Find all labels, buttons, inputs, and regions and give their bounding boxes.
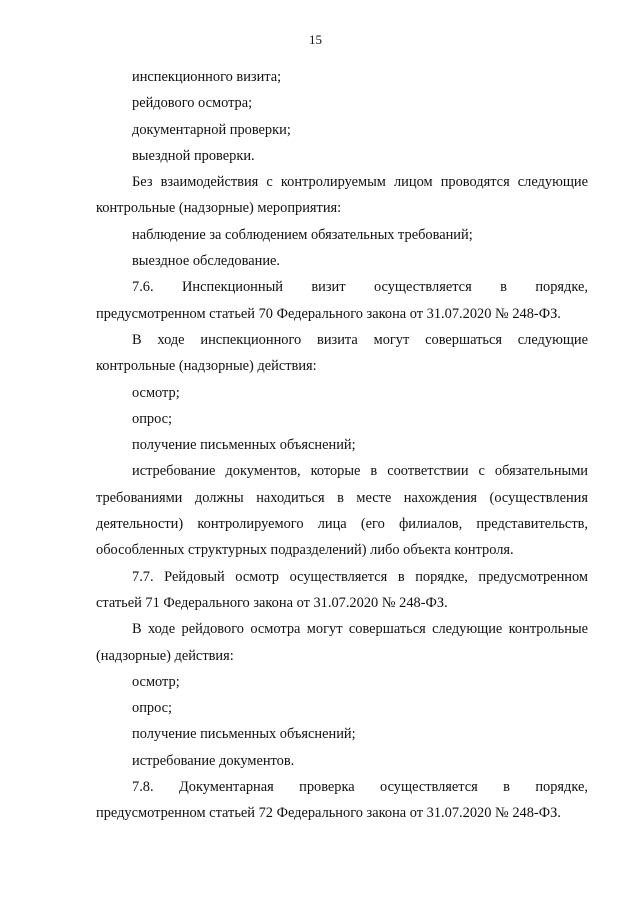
paragraph: осмотр; (132, 384, 180, 401)
paragraph: рейдового осмотра; (132, 95, 253, 112)
paragraph: выездной проверки. (132, 147, 255, 164)
paragraph: 7.8. Документарная проверка осуществляется в порядке, (132, 779, 588, 796)
page-number: 15 (309, 32, 322, 47)
paragraph: наблюдение за соблюдением обязательных требований; (132, 226, 473, 243)
paragraph: истребование документов. (132, 752, 295, 769)
paragraph: получение письменных объяснений; (132, 726, 356, 743)
paragraph: 7.7. Рейдовый осмотр осуществляется в порядке, предусмотренном статьей 71 Федерального закона от 31.07.2020 № 248-ФЗ. (96, 568, 588, 611)
paragraph: опрос; (132, 700, 173, 717)
paragraph: В ходе инспекционного визита могут совершаться следующие контрольные (надзорные) действия: (96, 331, 588, 375)
paragraph: выездное обследование. (132, 253, 281, 270)
paragraph: опрос; (132, 410, 173, 427)
paragraph: истребование документов, которые в соответствии с обязательными требованиями должны находиться в месте нахождения (осуществления деятельности) контролируемого лица (его филиалов, представительств, обособленных структурных подразделений) либо объекта контроля. (96, 463, 588, 559)
paragraph: получение письменных объяснений; (132, 437, 356, 454)
paragraph-continuation: предусмотренном статьей 72 Федерального закона от 31.07.2020 № 248-ФЗ. (96, 805, 561, 822)
paragraph: документарной проверки; (132, 121, 291, 138)
document-body (96, 64, 588, 827)
paragraph: 7.6. Инспекционный визит осуществляется в порядке, (132, 279, 588, 296)
paragraph: осмотр; (132, 673, 180, 690)
paragraph-continuation: предусмотренном статьей 70 Федерального закона от 31.07.2020 № 248-ФЗ. (96, 305, 561, 322)
paragraph: инспекционного визита; (132, 69, 282, 85)
paragraph: Без взаимодействия с контролируемым лицом проводятся следующие контрольные (надзорные) мероприятия: (96, 174, 588, 217)
paragraph: В ходе рейдового осмотра могут совершаться следующие контрольные (надзорные) действия: (96, 621, 588, 664)
